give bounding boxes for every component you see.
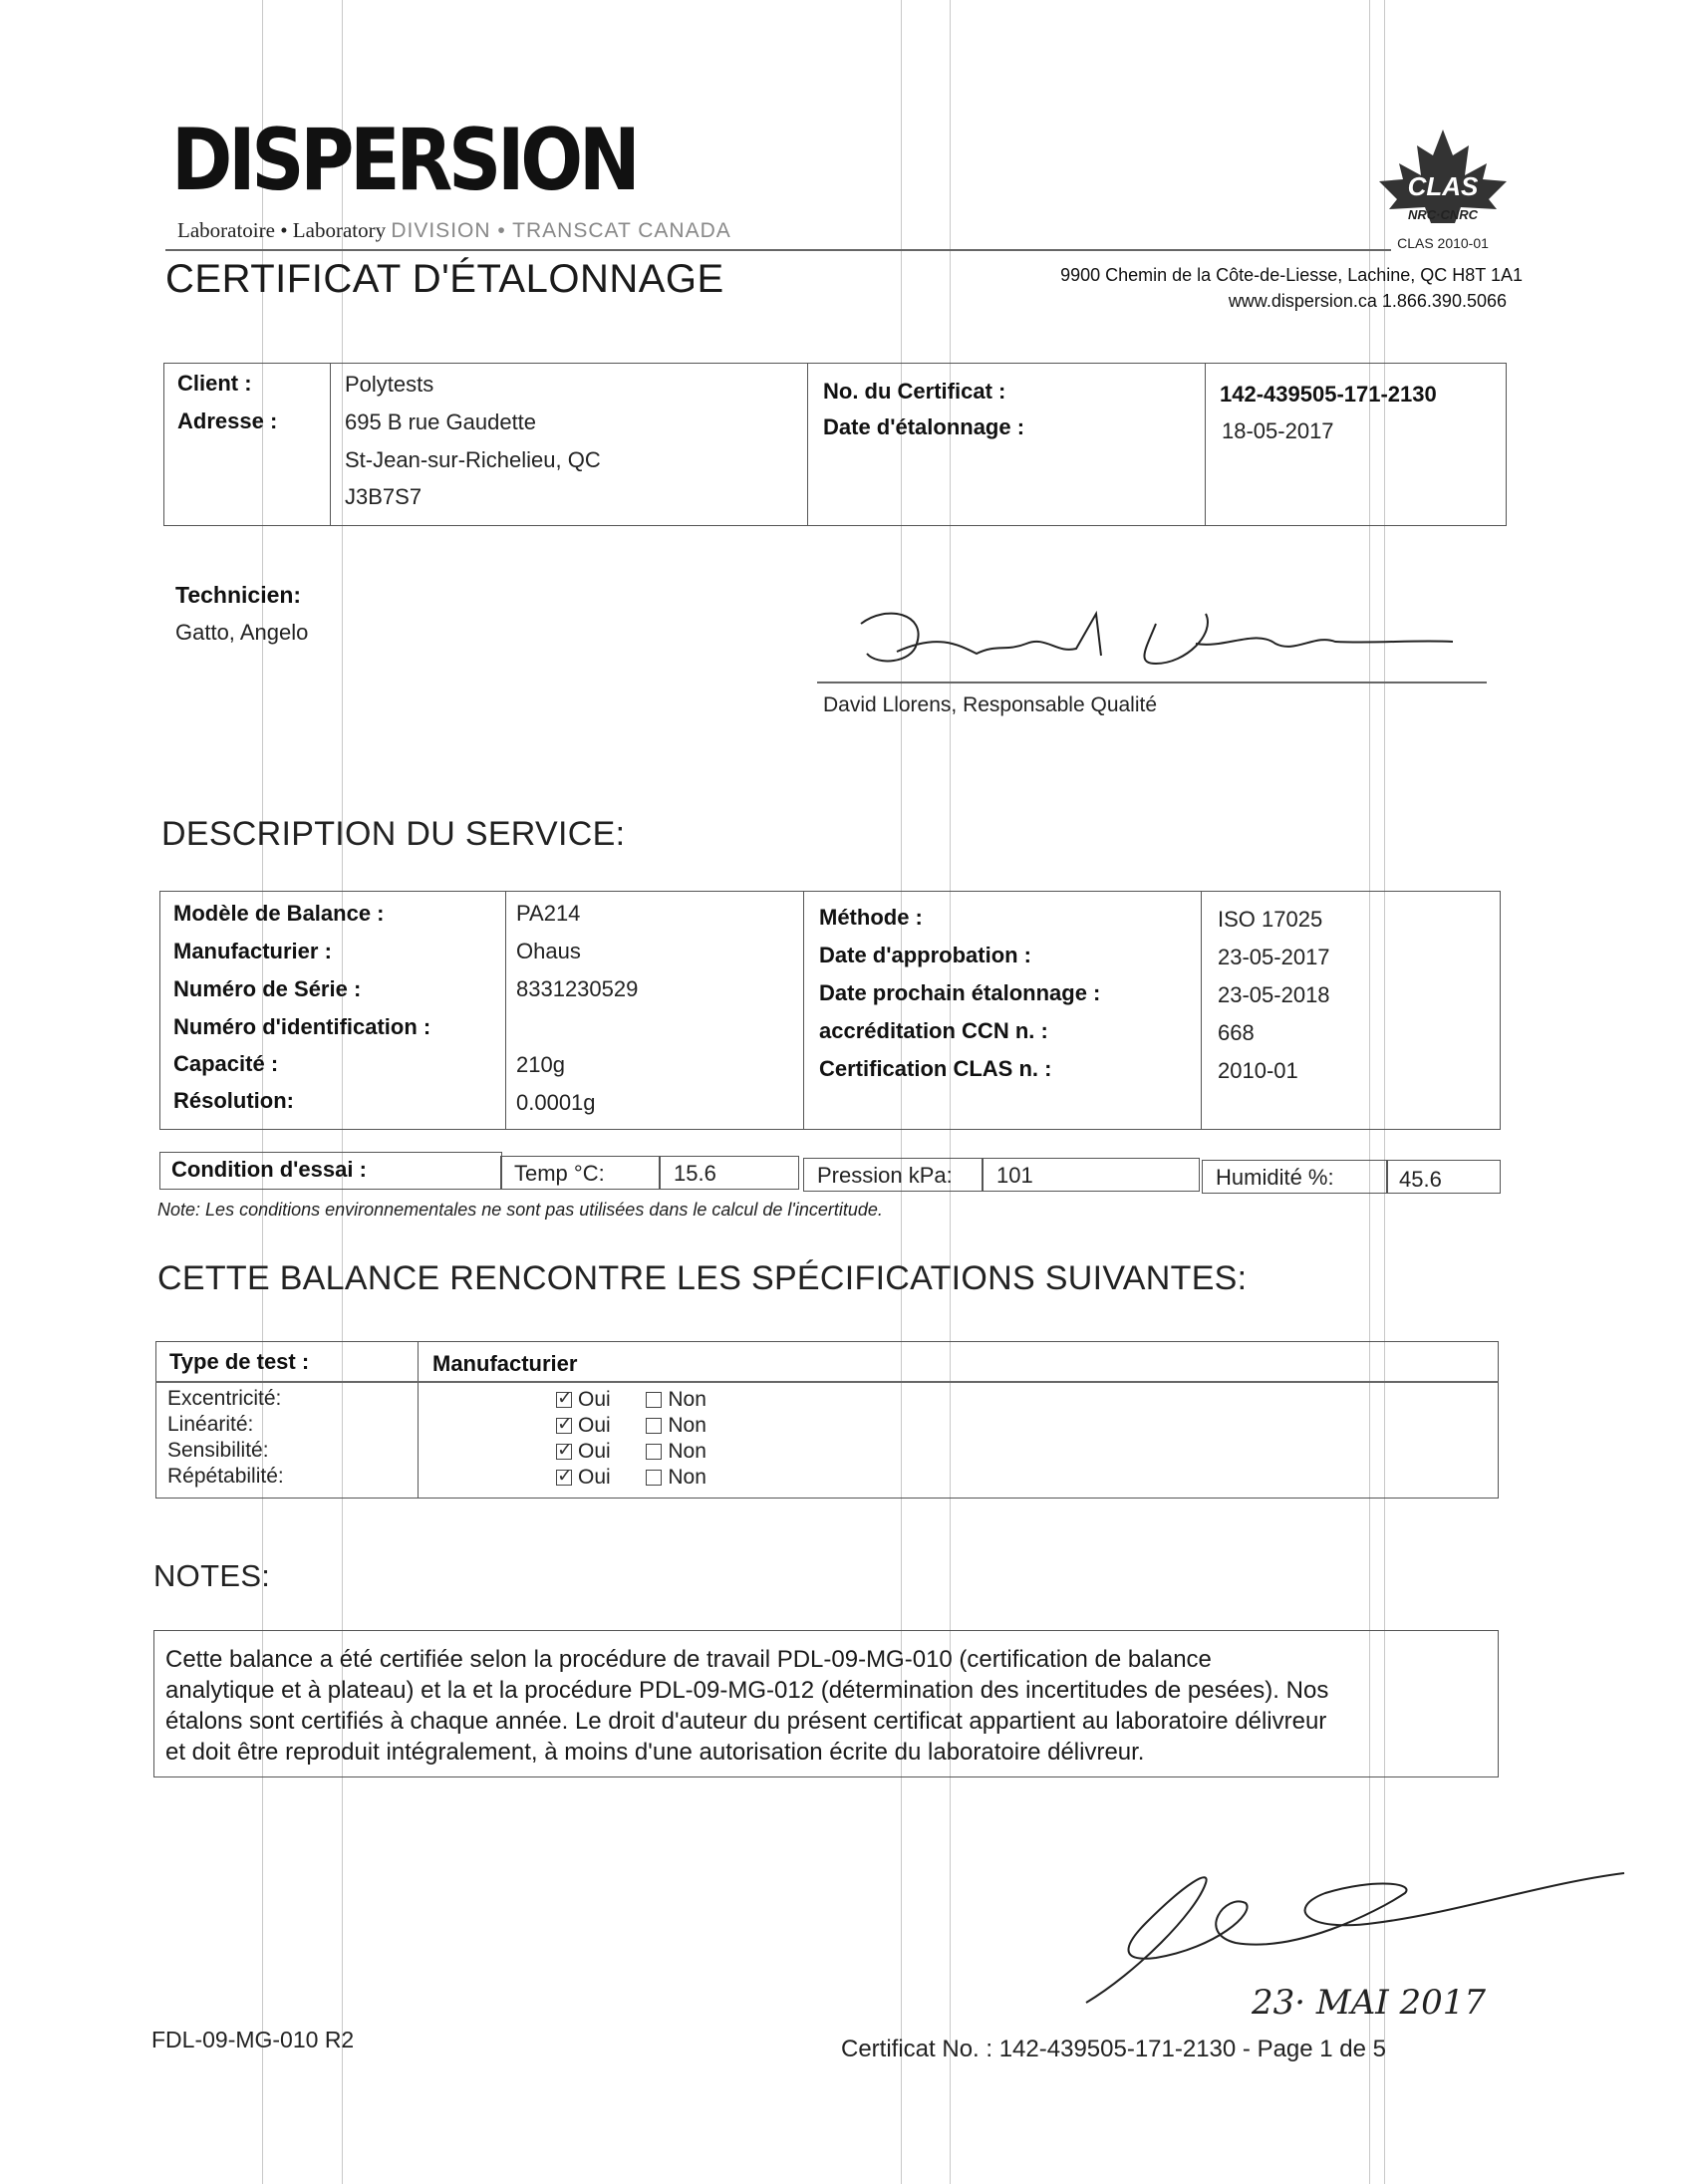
ccn-label: accréditation CCN n. :: [819, 1018, 1048, 1043]
non-checkbox[interactable]: [646, 1470, 662, 1486]
clas-cert-value: 2010-01: [1218, 1058, 1298, 1083]
notes-line: Cette balance a été certifiée selon la procédure de travail PDL-09-MG-010 (certification de balance: [165, 1646, 1212, 1673]
note-prefix: Note:: [157, 1200, 201, 1220]
pressure-value: 101: [996, 1163, 1033, 1188]
technician-name: Gatto, Angelo: [175, 620, 309, 645]
model-value: PA214: [516, 901, 581, 926]
test-eccentricity: Excentricité:: [167, 1387, 282, 1410]
oui-checkbox-checked[interactable]: [556, 1470, 572, 1486]
humidity-label: Humidité %:: [1216, 1165, 1334, 1190]
oui-checkbox-checked[interactable]: [556, 1444, 572, 1460]
service-heading: DESCRIPTION DU SERVICE:: [161, 815, 626, 853]
condition-label: Condition d'essai :: [171, 1157, 367, 1182]
notes-line: étalons sont certifiés à chaque année. Le droit d'auteur du présent certificat appartient au laboratoire délivreur: [165, 1708, 1327, 1735]
method-label: Méthode :: [819, 905, 923, 930]
client-name: Polytests: [345, 372, 434, 397]
tagline-division: DIVISION • TRANSCAT CANADA: [391, 219, 731, 242]
test-linearity: Linéarité:: [167, 1413, 254, 1436]
cal-date: 18-05-2017: [1222, 418, 1334, 443]
temp-label: Temp °C:: [514, 1161, 605, 1186]
company-tagline: [177, 218, 731, 243]
handwritten-date: 23· MAI 2017: [1252, 1983, 1487, 2023]
client-city: St-Jean-sur-Richelieu, QC: [345, 447, 601, 472]
signature-image: [857, 594, 1455, 683]
humidity-value: 45.6: [1399, 1167, 1442, 1192]
spec-row-linearity: ✓Oui Non: [556, 1414, 706, 1438]
type-test-label: Type de test :: [169, 1349, 310, 1374]
capacity-value: 210g: [516, 1052, 565, 1077]
resolution-value: 0.0001g: [516, 1090, 596, 1115]
cal-date-label: Date d'étalonnage :: [823, 414, 1025, 439]
notes-heading: NOTES:: [153, 1558, 271, 1593]
non-checkbox[interactable]: [646, 1392, 662, 1408]
spec-row-sensitivity: ✓Oui Non: [556, 1440, 706, 1464]
id-label: Numéro d'identification :: [173, 1014, 431, 1039]
note-text: Les conditions environnementales ne sont pas utilisées dans le calcul de l'incertitude.: [205, 1200, 883, 1220]
approval-date-label: Date d'approbation :: [819, 943, 1032, 967]
technician-label: Technicien:: [175, 582, 302, 608]
client-label: Client :: [177, 371, 252, 396]
specs-heading: CETTE BALANCE RENCONTRE LES SPÉCIFICATIONS SUIVANTES:: [157, 1259, 1248, 1297]
serial-label: Numéro de Série :: [173, 976, 362, 1001]
manufacturer-column-label: Manufacturier: [432, 1351, 578, 1376]
client-postal: J3B7S7: [345, 484, 422, 509]
pressure-label: Pression kPa:: [817, 1163, 953, 1188]
tagline-lab: Laboratoire • Laboratory: [177, 218, 387, 242]
lab-contact: www.dispersion.ca 1.866.390.5066: [1228, 291, 1507, 311]
address-label: Adresse :: [177, 409, 278, 433]
lab-address: 9900 Chemin de la Côte-de-Liesse, Lachine, QC H8T 1A1: [1060, 265, 1523, 285]
test-repeatability: Répétabilité:: [167, 1465, 284, 1488]
test-sensitivity: Sensibilité:: [167, 1439, 269, 1462]
signer-name: David Llorens, Responsable Qualité: [823, 693, 1158, 716]
non-checkbox[interactable]: [646, 1418, 662, 1434]
capacity-label: Capacité :: [173, 1051, 279, 1076]
client-street: 695 B rue Gaudette: [345, 410, 537, 434]
resolution-label: Résolution:: [173, 1088, 294, 1113]
cert-no-label: No. du Certificat :: [823, 379, 1006, 404]
page-title: CERTIFICAT D'ÉTALONNAGE: [165, 257, 724, 301]
next-cal-label: Date prochain étalonnage :: [819, 980, 1101, 1005]
next-cal-value: 23-05-2018: [1218, 982, 1330, 1007]
clas-cert-label: Certification CLAS n. :: [819, 1056, 1052, 1081]
signature-rule: [817, 682, 1487, 683]
clas-number: CLAS 2010-01: [1397, 235, 1489, 251]
conditions-note: [157, 1200, 883, 1221]
model-label: Modèle de Balance :: [173, 901, 385, 926]
approval-date-value: 23-05-2017: [1218, 945, 1330, 969]
certificate-reference: Certificat No. : 142-439505-171-2130 - Page 1 de 5: [841, 2036, 1387, 2062]
specs-header-rule: [155, 1381, 1499, 1383]
oui-checkbox-checked[interactable]: [556, 1418, 572, 1434]
clas-badge-text: CLAS: [1407, 171, 1479, 201]
serial-value: 8331230529: [516, 976, 639, 1001]
spec-row-eccentricity: ✓Oui Non: [556, 1388, 706, 1412]
spec-row-repeatability: ✓Oui Non: [556, 1466, 706, 1490]
oui-checkbox-checked[interactable]: [556, 1392, 572, 1408]
method-value: ISO 17025: [1218, 907, 1323, 932]
manufacturer-label: Manufacturier :: [173, 939, 332, 963]
notes-line: analytique et à plateau) et la et la procédure PDL-09-MG-012 (détermination des incertitudes de pesées). Nos: [165, 1677, 1329, 1704]
non-checkbox[interactable]: [646, 1444, 662, 1460]
company-logo: DISPERSION: [171, 111, 637, 210]
manufacturer-value: Ohaus: [516, 939, 581, 963]
header-rule: [165, 249, 1391, 251]
form-id: FDL-09-MG-010 R2: [151, 2027, 355, 2052]
clas-sub-text: NRC·CNRC: [1407, 207, 1479, 222]
temp-value: 15.6: [674, 1161, 716, 1186]
clas-logo: [1373, 128, 1513, 257]
notes-line: et doit être reproduit intégralement, à moins d'une autorisation écrite du laboratoire délivreur.: [165, 1739, 1145, 1766]
ccn-value: 668: [1218, 1020, 1255, 1045]
cert-number: 142-439505-171-2130: [1220, 382, 1437, 407]
